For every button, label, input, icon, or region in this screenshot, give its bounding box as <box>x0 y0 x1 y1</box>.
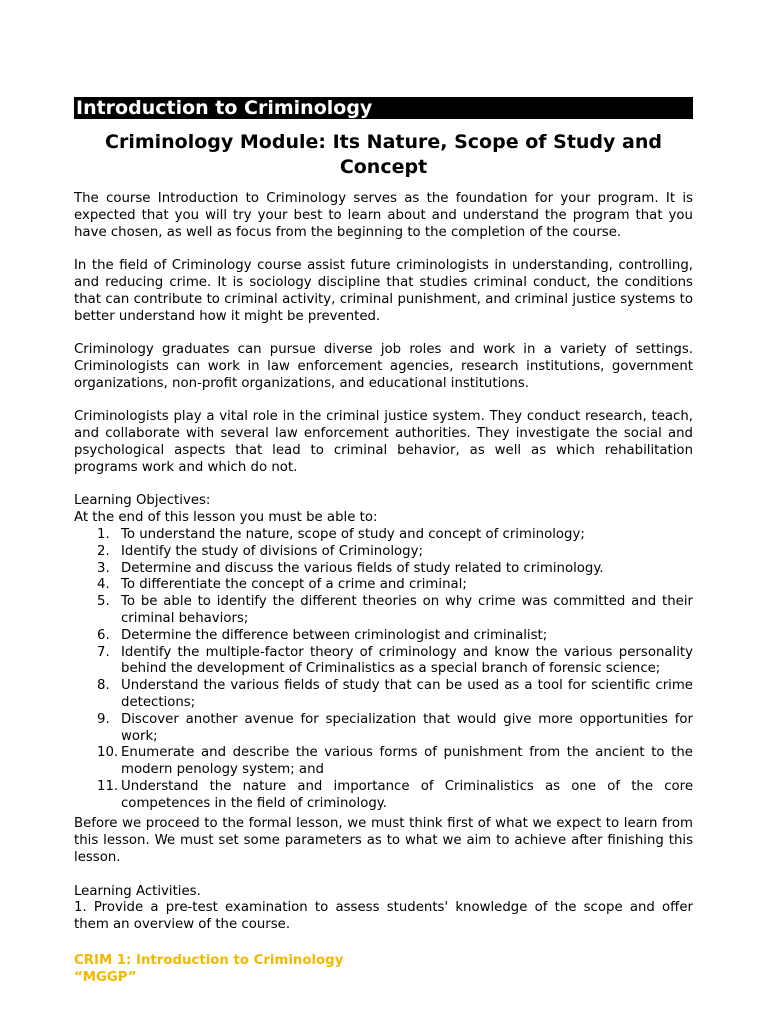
objectives-list <box>74 527 693 813</box>
document-page <box>74 97 693 987</box>
activities-item: 1. Provide a pre-test examination to assess students' knowledge of the scope and offer them an overview of the course. <box>74 900 693 933</box>
graduates-paragraph: Criminology graduates can pursue diverse job roles and work in a variety of settings. Criminologists can work in law enforcement agencies, research institutions, government organizations, non-profit organizations, and educational institutions. <box>74 342 693 391</box>
list-item: 8. Understand the various fields of study that can be used as a tool for scientific crime detections; <box>97 678 693 710</box>
list-item: 10. Enumerate and describe the various forms of punishment from the ancient to the modern penology system; and <box>97 745 693 778</box>
intro-paragraph: The course Introduction to Criminology serves as the foundation for your program. It is expected that you will try your best to learn about and understand the program that you have chosen, as well as focus from the beginning to the completion of the course. <box>74 191 693 240</box>
activities-heading: Learning Activities. <box>74 883 201 899</box>
footer-org-label: “MGGP” <box>74 969 137 985</box>
list-item: 5. To be able to identify the different theories on why crime was committed and their criminal behaviors; <box>97 594 693 626</box>
footer-course-label: CRIM 1: Introduction to Criminology <box>74 953 344 969</box>
document-header-bar: Introduction to Criminology <box>74 97 693 119</box>
list-item: 4. To differentiate the concept of a crime and criminal; <box>97 577 467 593</box>
list-item: 6. Determine the difference between criminologist and criminalist; <box>97 627 548 643</box>
objectives-intro: At the end of this lesson you must be able to: <box>74 510 378 526</box>
list-item: 1. To understand the nature, scope of study and concept of criminology; <box>97 526 585 542</box>
objectives-heading: Learning Objectives: <box>74 493 211 509</box>
list-item: 3. Determine and discuss the various fields of study related to criminology. <box>97 560 604 576</box>
role-paragraph: Criminologists play a vital role in the criminal justice system. They conduct research, teach, and collaborate with several law enforcement authorities. They investigate the social and psychological aspects that lead to criminal behavior, as well as which rehabilitation programs work and which do not. <box>74 409 693 475</box>
list-item: 2. Identify the study of divisions of Criminology; <box>97 543 423 559</box>
closing-paragraph: Before we proceed to the formal lesson, we must think first of what we expect to learn from this lesson. We must set some parameters as to what we aim to achieve after finishing this lesson. <box>74 816 693 866</box>
list-item: 11. Understand the nature and importance of Criminalistics as one of the core competences in the field of criminology. <box>97 778 693 811</box>
list-item: 7. Identify the multiple-factor theory of criminology and know the various personality behind the development of Criminalistics as a special branch of forensic science; <box>97 644 693 677</box>
field-paragraph: In the field of Criminology course assist future criminologists in understanding, controlling, and reducing crime. It is sociology discipline that studies criminal conduct, the conditions that can contribute to criminal activity, criminal punishment, and criminal justice systems to better understand how it might be prevented. <box>74 258 693 324</box>
module-title: Criminology Module: Its Nature, Scope of Study and Concept <box>105 131 662 178</box>
list-item: 9. Discover another avenue for specialization that would give more opportunities for work; <box>97 711 693 744</box>
